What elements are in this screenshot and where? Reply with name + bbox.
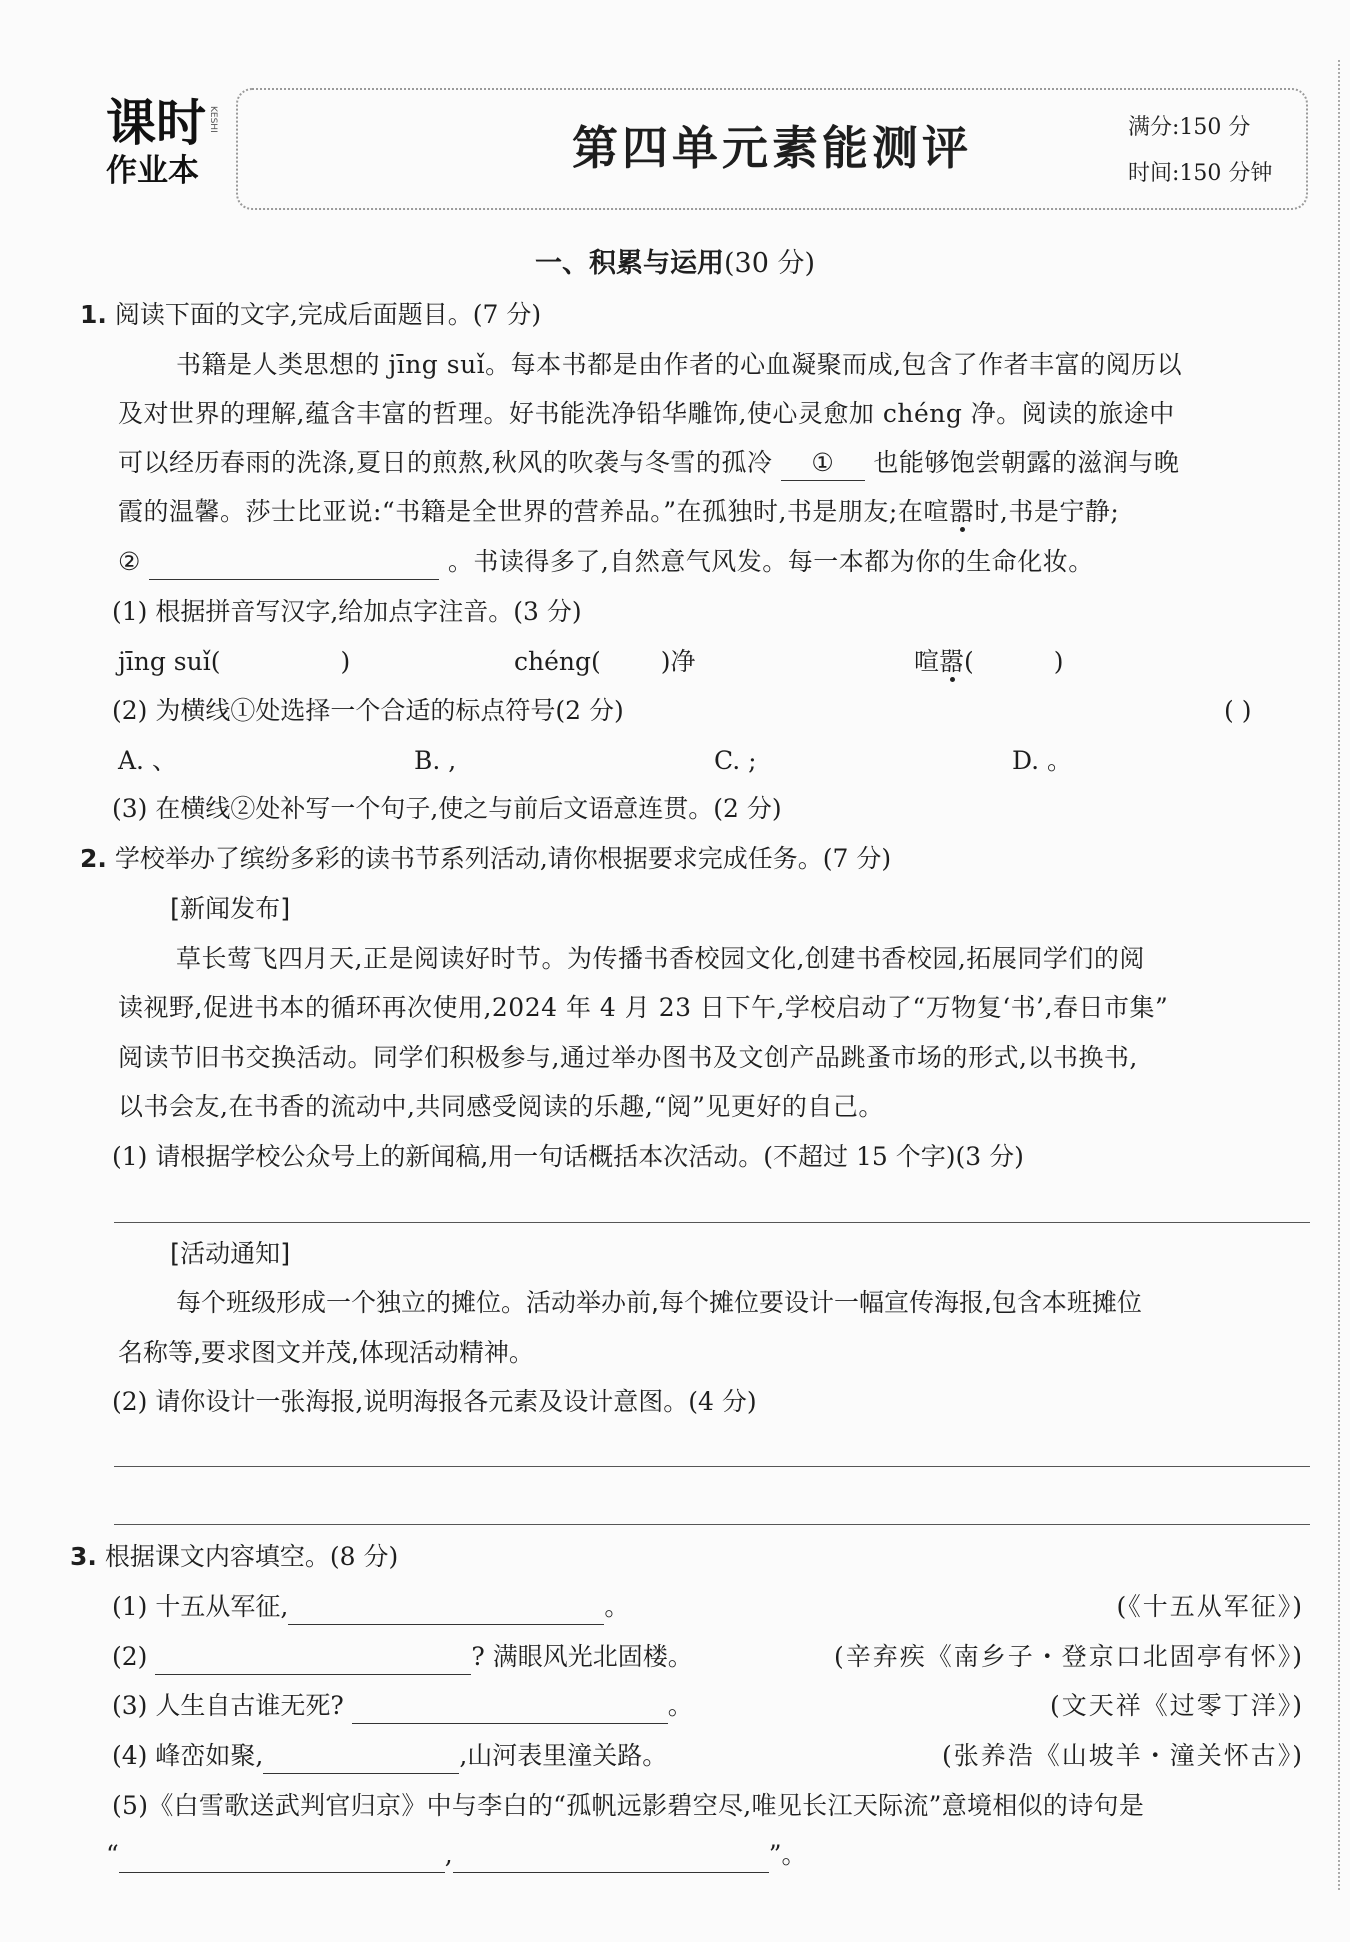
- question-prompt: 根据课文内容填空。(8 分): [104, 1542, 399, 1571]
- answer-line[interactable]: [114, 1466, 1310, 1467]
- fill-blank[interactable]: [263, 1739, 459, 1774]
- news-line: 阅读节旧书交换活动。同学们积极参与,通过举办图书及文创产品跳蚤市场的形式,以书换书,: [118, 1043, 1138, 1072]
- question-number: 2.: [80, 844, 107, 873]
- sub-question: (3) 在横线②处补写一个句子,使之与前后文语意连贯。(2 分): [112, 794, 782, 823]
- pinyin-answer-3[interactable]: [914, 645, 1064, 679]
- question-number: 1.: [80, 300, 107, 329]
- pinyin-label: jīng suǐ(: [118, 647, 221, 676]
- news-label: [170, 892, 290, 926]
- paren-close: ): [1053, 647, 1064, 676]
- passage-line: 书籍是人类思想的 jīng suǐ。每本书都是由作者的心血凝聚而成,包含了作者丰富的阅历以: [176, 350, 1183, 379]
- passage-text: 霞的温馨。莎士比亚说:“书籍是全世界的营养品。”在孤独时,书是朋友;在喧: [118, 497, 949, 526]
- label-text: 活动通知: [180, 1239, 281, 1268]
- pinyin-answer-2[interactable]: [514, 645, 696, 679]
- passage-line: [118, 545, 1094, 580]
- page-edge-dotted-line: [1338, 60, 1340, 1890]
- notice-line: 每个班级形成一个独立的摊位。活动举办前,每个摊位要设计一幅宣传海报,包含本班摊位: [176, 1288, 1142, 1317]
- item-text: (1) 十五从军征,: [112, 1592, 289, 1621]
- answer-paren[interactable]: ( ): [1224, 696, 1252, 725]
- answer-line[interactable]: [114, 1524, 1310, 1525]
- fill-blank[interactable]: [119, 1838, 445, 1873]
- item-text: 。: [667, 1691, 693, 1720]
- sub-question: (2) 请你设计一张海报,说明海报各元素及设计意图。(4 分): [112, 1387, 757, 1416]
- passage-text: 可以经历春雨的洗涤,夏日的煎熬,秋风的吹袭与冬雪的孤冷: [118, 448, 773, 477]
- passage-text: 也能够饱尝朝露的滋润与晚: [873, 448, 1180, 477]
- section-title: 一、积累与运用: [534, 248, 724, 279]
- fill-item-5: (5)《白雪歌送武判官归京》中与李白的“孤帆远影碧空尽,唯见长江天际流”意境相似的诗句是: [112, 1791, 1145, 1820]
- full-score: 满分:150 分: [1128, 115, 1251, 140]
- news-line: 以书会友,在书香的流动中,共同感受阅读的乐趣,“阅”见更好的自己。: [118, 1092, 884, 1121]
- source-citation: (《十五从军征》): [1116, 1592, 1304, 1621]
- sub-question: (1) 请根据学校公众号上的新闻稿,用一句话概括本次活动。(不超过 15 个字)(3 分): [112, 1142, 1024, 1171]
- paren-open: (: [964, 647, 974, 676]
- option-a[interactable]: A. 、: [118, 746, 177, 775]
- sub-question: (2) 为横线①处选择一个合适的标点符号(2 分): [112, 696, 624, 725]
- question-2: [80, 842, 891, 876]
- bracket-open: [: [170, 1239, 181, 1269]
- fill-item-5-answer: [106, 1838, 807, 1873]
- source-citation: (辛弃疾《南乡子・登京口北固亭有怀》): [833, 1642, 1304, 1671]
- option-d[interactable]: D. 。: [1012, 746, 1073, 775]
- question-3: [70, 1540, 398, 1574]
- logo-tag-text: KESHI: [208, 106, 218, 133]
- item-text: ? 满眼风光北固楼。: [471, 1642, 693, 1671]
- quote-open: “: [106, 1840, 119, 1869]
- blank-2-label: ②: [118, 547, 141, 576]
- passage-text: 时,书是宁静;: [974, 497, 1120, 526]
- news-line: 草长莺飞四月天,正是阅读好时节。为传播书香校园文化,创建书香校园,拓展同学们的阅: [176, 944, 1145, 973]
- logo-main-text: 课时: [106, 94, 206, 152]
- bracket-open: [: [170, 894, 181, 924]
- quote-close: ”。: [768, 1840, 807, 1869]
- fill-blank[interactable]: [453, 1838, 769, 1873]
- passage-line: [118, 495, 1119, 529]
- question-1: [80, 298, 541, 332]
- logo: [104, 96, 224, 196]
- passage-text: 。书读得多了,自然意气风发。每一本都为你的生命化妆。: [447, 547, 1094, 576]
- paren-close: ): [340, 647, 351, 676]
- blank-2[interactable]: [149, 545, 439, 580]
- item-text: (2): [112, 1642, 148, 1671]
- comma: ,: [444, 1840, 453, 1869]
- item-text: ,山河表里潼关路。: [459, 1741, 668, 1770]
- news-line: 读视野,促进书本的循环再次使用,2024 年 4 月 23 日下午,学校启动了“万物复‘书’,春日市集”: [118, 993, 1169, 1022]
- option-c[interactable]: C. ;: [714, 746, 757, 775]
- bracket-close: ]: [280, 1239, 291, 1269]
- exam-time: 时间:150 分钟: [1128, 161, 1273, 186]
- pinyin-answer-1[interactable]: [118, 645, 350, 679]
- char-label: 喧: [914, 647, 940, 676]
- option-b[interactable]: B. ,: [414, 746, 457, 775]
- source-citation: (文天祥《过零丁洋》): [1049, 1691, 1304, 1720]
- fill-item-2: [112, 1640, 693, 1675]
- item-text: 。: [604, 1592, 630, 1621]
- section-heading: [0, 246, 1350, 282]
- item-text: (3) 人生自古谁无死?: [112, 1691, 344, 1720]
- notice-label: [170, 1237, 290, 1271]
- fill-blank[interactable]: [288, 1590, 604, 1625]
- fill-blank[interactable]: [352, 1689, 668, 1724]
- passage-line: [118, 446, 1179, 481]
- paren-close: )净: [660, 647, 696, 676]
- item-text: (4) 峰峦如聚,: [112, 1741, 264, 1770]
- pinyin-label: chéng(: [514, 647, 601, 676]
- notice-line: 名称等,要求图文并茂,体现活动精神。: [118, 1338, 534, 1367]
- dotted-char: 嚣: [948, 497, 975, 526]
- blank-1[interactable]: ①: [781, 446, 865, 481]
- dotted-char: 嚣: [939, 647, 965, 676]
- question-prompt: 阅读下面的文字,完成后面题目。(7 分): [114, 300, 542, 329]
- label-text: 新闻发布: [180, 894, 281, 923]
- sub-question: (1) 根据拼音写汉字,给加点字注音。(3 分): [112, 597, 582, 626]
- fill-blank[interactable]: [155, 1640, 471, 1675]
- question-number: 3.: [70, 1542, 97, 1571]
- fill-item-1: [112, 1590, 629, 1625]
- question-prompt: 学校举办了缤纷多彩的读书节系列活动,请你根据要求完成任务。(7 分): [114, 844, 892, 873]
- section-points: (30 分): [723, 248, 815, 279]
- header-box: [236, 88, 1308, 210]
- answer-line[interactable]: [114, 1222, 1310, 1223]
- source-citation: (张养浩《山坡羊・潼关怀古》): [941, 1741, 1304, 1770]
- logo-sub-text: 作业本: [106, 153, 199, 189]
- fill-item-3: [112, 1689, 693, 1724]
- bracket-close: ]: [280, 894, 291, 924]
- page-title: 第四单元素能测评: [572, 121, 972, 175]
- passage-line: 及对世界的理解,蕴含丰富的哲理。好书能洗净铅华雕饰,使心灵愈加 chéng 净。阅读的旅途中: [118, 399, 1175, 428]
- fill-item-4: [112, 1739, 667, 1774]
